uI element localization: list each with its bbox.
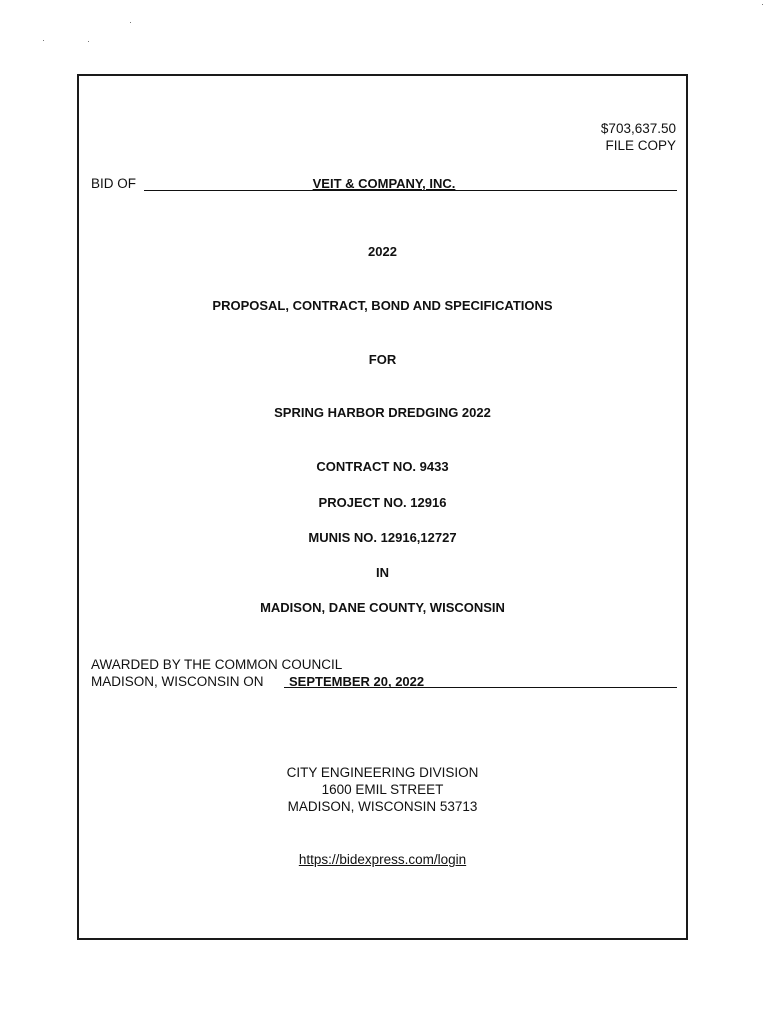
project-name: SPRING HARBOR DREDGING 2022 (274, 405, 491, 420)
division-street: 1600 EMIL STREET (321, 782, 444, 797)
in-label: IN (376, 565, 389, 580)
bidder-company-name: VEIT & COMPANY, INC. (312, 176, 456, 191)
bid-of-row (91, 176, 677, 194)
bid-of-label: BID OF (91, 176, 137, 191)
scan-speck (43, 40, 44, 41)
munis-number: MUNIS NO. 12916,12727 (308, 530, 457, 545)
contract-number: CONTRACT NO. 9433 (316, 459, 449, 474)
document-type-title: PROPOSAL, CONTRACT, BOND AND SPECIFICATIONS (212, 298, 553, 313)
award-line-1: AWARDED BY THE COMMON COUNCIL (91, 657, 343, 672)
document-year: 2022 (368, 244, 397, 259)
file-copy-label: FILE COPY (605, 138, 676, 153)
scan-speck (130, 22, 131, 23)
scan-speck (88, 41, 89, 42)
division-name: CITY ENGINEERING DIVISION (286, 765, 479, 780)
document-frame (77, 74, 688, 940)
bid-amount: $703,637.50 (600, 121, 676, 136)
division-address-block (79, 764, 686, 815)
award-line-2-label: MADISON, WISCONSIN ON (91, 674, 264, 689)
scan-speck (762, 4, 763, 5)
bidexpress-link[interactable]: https://bidexpress.com/login (298, 852, 467, 867)
division-city: MADISON, WISCONSIN 53713 (287, 799, 478, 814)
amount-block (601, 120, 676, 154)
award-date: SEPTEMBER 20, 2022 (289, 674, 425, 689)
project-number: PROJECT NO. 12916 (318, 495, 447, 510)
for-label: FOR (368, 352, 397, 367)
award-block (91, 656, 677, 691)
award-line-2 (91, 673, 677, 691)
project-location: MADISON, DANE COUNTY, WISCONSIN (260, 600, 505, 615)
